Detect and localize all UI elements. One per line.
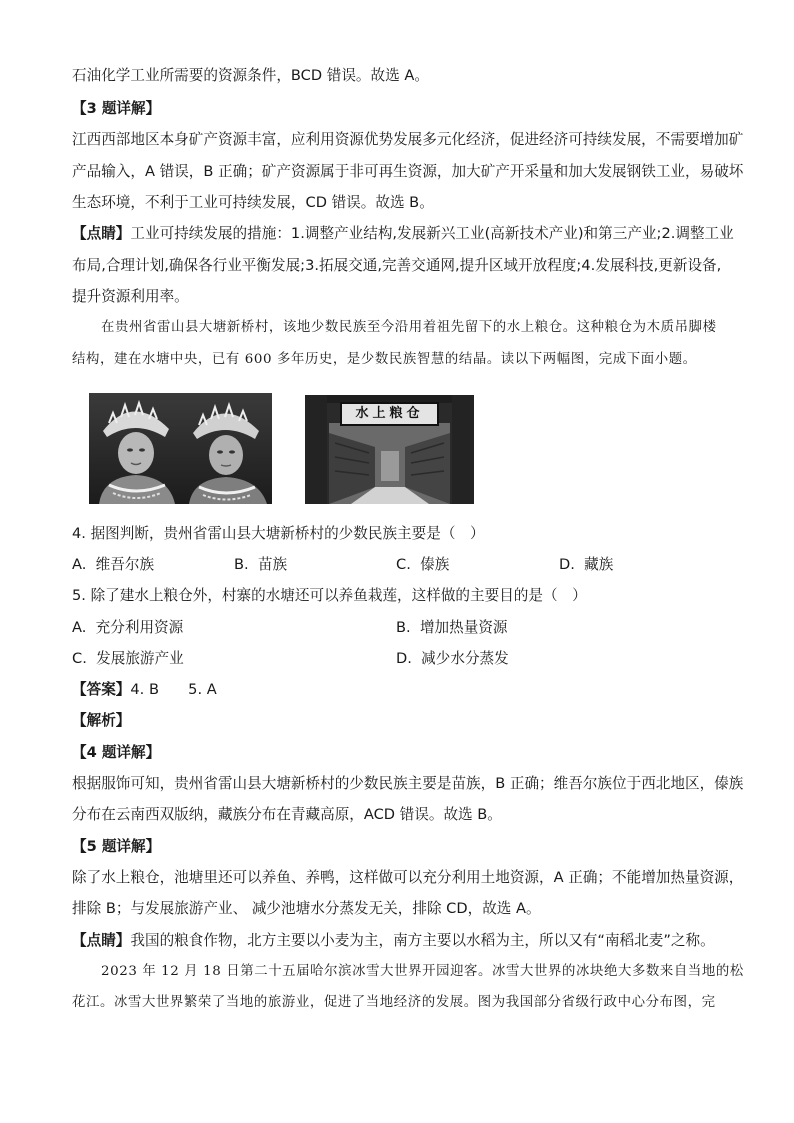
q4-option-b: B. 苗族 [234,556,288,573]
continued-text: 石油化学工业所需要的资源条件，BCD 错误。故选 A。 [72,67,429,84]
tip-paragraph-2 [72,931,715,951]
q4-option-a: A. 维吾尔族 [72,556,155,573]
tip-line: 提升资源利用率。 [72,288,189,305]
q5-option-a: A. 充分利用资源 [72,619,184,636]
answer-text: 4. B 5. A [130,681,217,698]
q5-detail-line: 排除 B；与发展旅游产业、 减少池塘水分蒸发无关，排除 CD，故选 A。 [72,900,541,917]
minority-women-photo [89,393,272,504]
q5-option-d: D. 减少水分蒸发 [396,650,509,667]
q3-detail-line: 江西西部地区本身矿产资源丰富，应利用资源优势发展多元化经济，促进经济可持续发展，不需要增加矿 [72,131,744,148]
q3-detail-heading: 【3 题详解】 [72,100,161,117]
tip-tag: 【点睛】 [72,225,131,242]
answer-tag: 【答案】 [72,681,131,698]
question-5-stem: 5. 除了建水上粮仓外，村寨的水塘还可以养鱼栽莲，这样做的主要目的是（ ） [72,587,587,604]
granary-photo [305,395,474,504]
q4-detail-line: 分布在云南西双版纳，藏族分布在青藏高原，ACD 错误。故选 B。 [72,806,502,823]
q4-detail-heading: 【4 题详解】 [72,744,161,761]
passage-line: 2023 年 12 月 18 日第二十五届哈尔滨冰雪大世界开园迎客。冰雪大世界的冰块绝大多数来自当地的松 [101,964,744,979]
passage-line: 在贵州省雷山县大塘新桥村，该地少数民族至今沿用着祖先留下的水上粮仓。这种粮仓为木质吊脚楼 [101,320,717,335]
tip-tag: 【点睛】 [72,932,131,949]
tip-line: 布局,合理计划,确保各行业平衡发展;3.拓展交通,完善交通网,提升区域开放程度;4.发展科技,更新设备, [72,257,722,274]
q3-detail-line: 产品输入，A 错误，B 正确；矿产资源属于非可再生资源，加大矿产开采量和加大发展钢铁工业，易破坏 [72,163,744,180]
q5-option-c: C. 发展旅游产业 [72,650,184,667]
q5-option-b: B. 增加热量资源 [396,619,508,636]
answer-line [72,680,217,700]
q4-option-d: D. 藏族 [559,556,614,573]
q5-detail-line: 除了水上粮仓，池塘里还可以养鱼、养鸭，这样做可以充分利用土地资源，A 正确；不能增加热量资源， [72,869,744,886]
granary-sign-text: 水上粮仓 [355,406,424,421]
question-4-stem: 4. 据图判断，贵州省雷山县大塘新桥村的少数民族主要是（ ） [72,525,485,542]
minority-women-icon [89,393,272,504]
passage-line: 花江。冰雪大世界繁荣了当地的旅游业，促进了当地经济的发展。图为我国部分省级行政中心分布图，完 [72,995,716,1010]
tip-text: 工业可持续发展的措施：1.调整产业结构,发展新兴工业(高新技术产业)和第三产业;2.调整工业 [130,225,734,242]
q5-detail-heading: 【5 题详解】 [72,838,161,855]
tip-text: 我国的粮食作物，北方主要以小麦为主，南方主要以水稻为主，所以又有“南稻北麦”之称。 [130,932,715,949]
tip-paragraph [72,224,734,244]
analysis-heading: 【解析】 [72,712,131,729]
q4-detail-line: 根据服饰可知，贵州省雷山县大塘新桥村的少数民族主要是苗族，B 正确；维吾尔族位于西北地区，傣族 [72,775,744,792]
q3-detail-line: 生态环境，不利于工业可持续发展，CD 错误。故选 B。 [72,194,434,211]
passage-line: 结构，建在水塘中央，已有 600 多年历史，是少数民族智慧的结晶。读以下两幅图，完成下面小题。 [72,352,697,367]
q4-option-c: C. 傣族 [396,556,450,573]
